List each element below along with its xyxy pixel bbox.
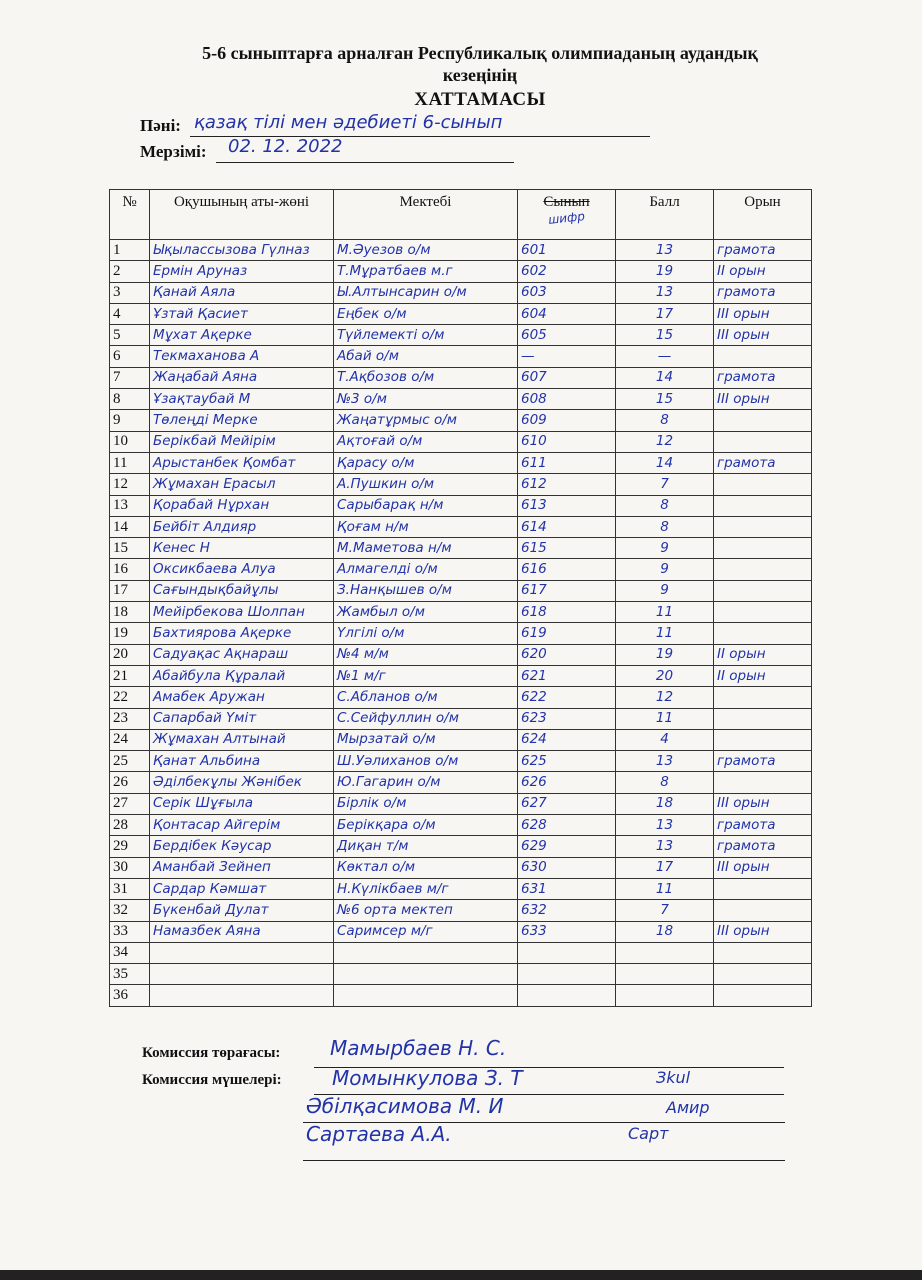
cell-school xyxy=(334,964,518,985)
cell-school: Н.Күлікбаев м/г xyxy=(334,878,518,899)
cell-score: — xyxy=(616,346,714,367)
table-row xyxy=(110,644,812,665)
document-title-line1: 5-6 сыныптарға арналған Республикалық олимпиаданың аудандық xyxy=(202,43,758,63)
date-value: 02. 12. 2022 xyxy=(228,136,343,157)
cell-place: III орын xyxy=(714,921,812,942)
table-row xyxy=(110,942,812,963)
table-row xyxy=(110,708,812,729)
cell-school: №6 орта мектеп xyxy=(334,900,518,921)
cell-student-name: Мұхат Ақерке xyxy=(150,325,334,346)
header-place: Орын xyxy=(714,190,812,240)
cell-place: II орын xyxy=(714,261,812,282)
member-signature-3: Сарт xyxy=(628,1124,669,1143)
cell-score xyxy=(616,964,714,985)
cell-score: 7 xyxy=(616,900,714,921)
cell-num: 14 xyxy=(110,516,150,537)
date-underline xyxy=(216,162,514,163)
table-row xyxy=(110,367,812,388)
table-row xyxy=(110,751,812,772)
cell-place xyxy=(714,623,812,644)
cell-student-name: Қанай Аяла xyxy=(150,282,334,303)
cell-num: 17 xyxy=(110,580,150,601)
cell-score: 8 xyxy=(616,495,714,516)
cell-score: 9 xyxy=(616,559,714,580)
cell-school: №3 о/м xyxy=(334,389,518,410)
cell-student-name: Аманбай Зейнеп xyxy=(150,857,334,878)
cell-student-name: Бүкенбай Дулат xyxy=(150,900,334,921)
results-table xyxy=(109,189,812,1007)
cell-school xyxy=(334,985,518,1006)
cell-student-name: Ұзтай Қасиет xyxy=(150,303,334,324)
cell-place xyxy=(714,878,812,899)
cell-place: II орын xyxy=(714,644,812,665)
cell-code: 610 xyxy=(518,431,616,452)
cell-place: III орын xyxy=(714,793,812,814)
cell-student-name: Берікбай Мейірім xyxy=(150,431,334,452)
cell-school: Т.Ақбозов о/м xyxy=(334,367,518,388)
cell-student-name: Садуақас Ақнараш xyxy=(150,644,334,665)
cell-num: 22 xyxy=(110,687,150,708)
cell-code: 615 xyxy=(518,538,616,559)
cell-place xyxy=(714,729,812,750)
cell-code: 619 xyxy=(518,623,616,644)
cell-school: Диқан т/м xyxy=(334,836,518,857)
cell-code xyxy=(518,942,616,963)
cell-student-name xyxy=(150,964,334,985)
cell-student-name: Мейірбекова Шолпан xyxy=(150,602,334,623)
cell-num: 21 xyxy=(110,665,150,686)
cell-student-name: Қонтасар Айгерім xyxy=(150,815,334,836)
table-row xyxy=(110,964,812,985)
cell-code: 630 xyxy=(518,857,616,878)
table-row xyxy=(110,474,812,495)
cell-student-name: Текмаханова А xyxy=(150,346,334,367)
cell-num: 36 xyxy=(110,985,150,1006)
cell-student-name: Әділбекұлы Жәнібек xyxy=(150,772,334,793)
cell-place: II орын xyxy=(714,665,812,686)
cell-score xyxy=(616,942,714,963)
cell-code: 611 xyxy=(518,452,616,473)
cell-num: 4 xyxy=(110,303,150,324)
cell-student-name: Жұмахан Алтынай xyxy=(150,729,334,750)
member-underline-3 xyxy=(303,1160,785,1161)
member-name-3: Сартаева А.А. xyxy=(306,1122,452,1146)
cell-place: III орын xyxy=(714,389,812,410)
cell-student-name: Арыстанбек Қомбат xyxy=(150,452,334,473)
cell-student-name: Ықылассызова Гүлназ xyxy=(150,240,334,261)
cell-school: З.Нанқышев о/м xyxy=(334,580,518,601)
header-class-label: Сынып xyxy=(543,194,590,210)
cell-num: 35 xyxy=(110,964,150,985)
cell-score: 15 xyxy=(616,389,714,410)
table-row xyxy=(110,665,812,686)
table-row xyxy=(110,325,812,346)
table-row xyxy=(110,452,812,473)
cell-school: Бірлік о/м xyxy=(334,793,518,814)
cell-num: 1 xyxy=(110,240,150,261)
subject-value: қазақ тілі мен әдебиеті 6-сынып xyxy=(194,112,503,133)
cell-school: Еңбек о/м xyxy=(334,303,518,324)
cell-place xyxy=(714,772,812,793)
chair-name: Мамырбаев Н. С. xyxy=(330,1036,507,1060)
cell-code: 605 xyxy=(518,325,616,346)
cell-num: 26 xyxy=(110,772,150,793)
cell-score: 19 xyxy=(616,261,714,282)
cell-place xyxy=(714,964,812,985)
cell-school: Саримсер м/г xyxy=(334,921,518,942)
table-row xyxy=(110,431,812,452)
cell-num: 5 xyxy=(110,325,150,346)
header-class xyxy=(518,190,616,240)
cell-code: 617 xyxy=(518,580,616,601)
cell-num: 29 xyxy=(110,836,150,857)
cell-code xyxy=(518,985,616,1006)
cell-school: №1 м/г xyxy=(334,665,518,686)
cell-code: 626 xyxy=(518,772,616,793)
cell-num: 18 xyxy=(110,602,150,623)
table-row xyxy=(110,985,812,1006)
cell-school: Қоғам н/м xyxy=(334,516,518,537)
cell-place: грамота xyxy=(714,240,812,261)
cell-code: 622 xyxy=(518,687,616,708)
cell-score: 15 xyxy=(616,325,714,346)
cell-num: 32 xyxy=(110,900,150,921)
cell-school: Көктал о/м xyxy=(334,857,518,878)
cell-score: 11 xyxy=(616,708,714,729)
cell-num: 13 xyxy=(110,495,150,516)
cell-score: 12 xyxy=(616,687,714,708)
table-row xyxy=(110,729,812,750)
cell-place: III орын xyxy=(714,857,812,878)
cell-school: Жамбыл о/м xyxy=(334,602,518,623)
cell-code: 628 xyxy=(518,815,616,836)
cell-school: Ш.Уәлиханов о/м xyxy=(334,751,518,772)
cell-code: 601 xyxy=(518,240,616,261)
cell-num: 25 xyxy=(110,751,150,772)
member-signature-2: Амир xyxy=(666,1098,710,1117)
cell-score: 8 xyxy=(616,772,714,793)
table-row xyxy=(110,836,812,857)
cell-score: 14 xyxy=(616,367,714,388)
header-score: Балл xyxy=(616,190,714,240)
table-row xyxy=(110,303,812,324)
cell-num: 9 xyxy=(110,410,150,431)
cell-score: 13 xyxy=(616,751,714,772)
cell-place xyxy=(714,495,812,516)
table-row xyxy=(110,516,812,537)
cell-student-name: Амабек Аружан xyxy=(150,687,334,708)
header-name: Оқушының аты-жөні xyxy=(150,190,334,240)
cell-score: 13 xyxy=(616,240,714,261)
cell-student-name: Бахтиярова Ақерке xyxy=(150,623,334,644)
subject-field xyxy=(140,112,503,136)
cell-score: 11 xyxy=(616,602,714,623)
cell-code: 621 xyxy=(518,665,616,686)
cell-student-name: Бейбіт Алдияр xyxy=(150,516,334,537)
cell-code: 603 xyxy=(518,282,616,303)
subject-label: Пәні: xyxy=(140,116,181,135)
cell-code: 625 xyxy=(518,751,616,772)
cell-school: Алмагелді о/м xyxy=(334,559,518,580)
cell-place: грамота xyxy=(714,815,812,836)
table-row xyxy=(110,495,812,516)
cell-score: 14 xyxy=(616,452,714,473)
cell-code: 604 xyxy=(518,303,616,324)
cell-student-name xyxy=(150,985,334,1006)
table-row xyxy=(110,346,812,367)
cell-num: 34 xyxy=(110,942,150,963)
cell-num: 30 xyxy=(110,857,150,878)
cell-num: 24 xyxy=(110,729,150,750)
cell-num: 11 xyxy=(110,452,150,473)
cell-num: 3 xyxy=(110,282,150,303)
cell-num: 31 xyxy=(110,878,150,899)
table-row xyxy=(110,878,812,899)
cell-school: Ақтоғай о/м xyxy=(334,431,518,452)
cell-num: 12 xyxy=(110,474,150,495)
cell-code: 632 xyxy=(518,900,616,921)
cell-student-name: Қанат Альбина xyxy=(150,751,334,772)
cell-place xyxy=(714,516,812,537)
cell-student-name: Жұмахан Ерасыл xyxy=(150,474,334,495)
cell-code: 613 xyxy=(518,495,616,516)
cell-school: Үлгілі о/м xyxy=(334,623,518,644)
cell-num: 23 xyxy=(110,708,150,729)
cell-score: 20 xyxy=(616,665,714,686)
cell-place: грамота xyxy=(714,367,812,388)
member-name-2: Әбілқасимова М. И xyxy=(306,1094,504,1118)
cell-school: Ы.Алтынсарин о/м xyxy=(334,282,518,303)
cell-student-name: Ұзақтаубай М xyxy=(150,389,334,410)
table-row xyxy=(110,921,812,942)
cell-student-name: Жаңабай Аяна xyxy=(150,367,334,388)
cell-school: Сарыбарақ н/м xyxy=(334,495,518,516)
header-num: № xyxy=(110,190,150,240)
table-row xyxy=(110,580,812,601)
cell-student-name: Қорабай Нұрхан xyxy=(150,495,334,516)
cell-score: 13 xyxy=(616,836,714,857)
cell-score: 17 xyxy=(616,303,714,324)
cell-code: 607 xyxy=(518,367,616,388)
cell-score: 18 xyxy=(616,921,714,942)
table-row xyxy=(110,623,812,644)
cell-place xyxy=(714,900,812,921)
cell-school: С.Сейфуллин о/м xyxy=(334,708,518,729)
cell-student-name: Оксикбаева Алуа xyxy=(150,559,334,580)
cell-school: Т.Мұратбаев м.г xyxy=(334,261,518,282)
cell-place xyxy=(714,346,812,367)
cell-score xyxy=(616,985,714,1006)
table-row xyxy=(110,538,812,559)
cell-code: 618 xyxy=(518,602,616,623)
cell-score: 19 xyxy=(616,644,714,665)
cell-score: 9 xyxy=(616,580,714,601)
cell-num: 20 xyxy=(110,644,150,665)
cell-num: 6 xyxy=(110,346,150,367)
cell-student-name: Сардар Кәмшат xyxy=(150,878,334,899)
cell-school: М.Маметова н/м xyxy=(334,538,518,559)
cell-code: 620 xyxy=(518,644,616,665)
cell-place: грамота xyxy=(714,751,812,772)
cell-student-name: Ермін Аруназ xyxy=(150,261,334,282)
cell-place xyxy=(714,559,812,580)
cell-code: 627 xyxy=(518,793,616,814)
cell-student-name: Кенес Н xyxy=(150,538,334,559)
cell-score: 9 xyxy=(616,538,714,559)
cell-num: 28 xyxy=(110,815,150,836)
cell-place xyxy=(714,410,812,431)
date-label: Мерзімі: xyxy=(140,142,207,161)
cell-num: 33 xyxy=(110,921,150,942)
cell-num: 7 xyxy=(110,367,150,388)
cell-score: 11 xyxy=(616,878,714,899)
table-row xyxy=(110,772,812,793)
cell-code: 633 xyxy=(518,921,616,942)
table-row xyxy=(110,602,812,623)
cell-score: 13 xyxy=(616,282,714,303)
cell-place xyxy=(714,942,812,963)
header-class-note: шифр xyxy=(547,209,586,227)
cell-score: 18 xyxy=(616,793,714,814)
cell-score: 17 xyxy=(616,857,714,878)
cell-place xyxy=(714,538,812,559)
member-signature-1: Зkul xyxy=(656,1068,691,1087)
cell-code: 631 xyxy=(518,878,616,899)
document-title: ХАТТАМАСЫ xyxy=(414,89,546,110)
cell-place: III орын xyxy=(714,325,812,346)
cell-school: №4 м/м xyxy=(334,644,518,665)
cell-place xyxy=(714,431,812,452)
cell-school: Абай о/м xyxy=(334,346,518,367)
cell-school: Қарасу о/м xyxy=(334,452,518,473)
member-name-1: Момынкулова З. Т xyxy=(332,1066,523,1090)
cell-place: грамота xyxy=(714,282,812,303)
table-row xyxy=(110,793,812,814)
cell-code: 616 xyxy=(518,559,616,580)
cell-place: грамота xyxy=(714,836,812,857)
cell-num: 2 xyxy=(110,261,150,282)
cell-num: 19 xyxy=(110,623,150,644)
cell-school: Түйлемекті о/м xyxy=(334,325,518,346)
cell-score: 8 xyxy=(616,410,714,431)
cell-place xyxy=(714,985,812,1006)
cell-school: М.Әуезов о/м xyxy=(334,240,518,261)
cell-num: 16 xyxy=(110,559,150,580)
cell-code: 624 xyxy=(518,729,616,750)
cell-place xyxy=(714,687,812,708)
table-row xyxy=(110,900,812,921)
cell-student-name xyxy=(150,942,334,963)
header-school: Мектебі xyxy=(334,190,518,240)
cell-student-name: Серік Шұғыла xyxy=(150,793,334,814)
table-row xyxy=(110,815,812,836)
table-row xyxy=(110,687,812,708)
cell-score: 7 xyxy=(616,474,714,495)
cell-student-name: Абайбула Құралай xyxy=(150,665,334,686)
table-row xyxy=(110,559,812,580)
cell-place xyxy=(714,708,812,729)
cell-place: III орын xyxy=(714,303,812,324)
cell-score: 8 xyxy=(616,516,714,537)
table-row xyxy=(110,261,812,282)
table-row xyxy=(110,410,812,431)
table-row xyxy=(110,282,812,303)
document-title-line2: кезеңінің xyxy=(442,65,518,85)
cell-code: 609 xyxy=(518,410,616,431)
members-label: Комиссия мүшелері: xyxy=(142,1072,282,1088)
cell-code: — xyxy=(518,346,616,367)
cell-code: 612 xyxy=(518,474,616,495)
cell-num: 27 xyxy=(110,793,150,814)
cell-score: 11 xyxy=(616,623,714,644)
cell-school: Жаңатұрмыс о/м xyxy=(334,410,518,431)
cell-place: грамота xyxy=(714,452,812,473)
cell-school: А.Пушкин о/м xyxy=(334,474,518,495)
cell-place xyxy=(714,474,812,495)
table-row xyxy=(110,389,812,410)
cell-code xyxy=(518,964,616,985)
cell-student-name: Сапарбай Үміт xyxy=(150,708,334,729)
table-row xyxy=(110,240,812,261)
cell-score: 13 xyxy=(616,815,714,836)
cell-school: С.Абланов о/м xyxy=(334,687,518,708)
cell-place xyxy=(714,580,812,601)
cell-student-name: Намазбек Аяна xyxy=(150,921,334,942)
scan-edge xyxy=(0,1270,922,1280)
cell-num: 15 xyxy=(110,538,150,559)
chair-label: Комиссия төрағасы: xyxy=(142,1045,281,1061)
cell-place xyxy=(714,602,812,623)
cell-code: 614 xyxy=(518,516,616,537)
cell-num: 10 xyxy=(110,431,150,452)
cell-code: 602 xyxy=(518,261,616,282)
cell-code: 623 xyxy=(518,708,616,729)
cell-school: Мырзатай о/м xyxy=(334,729,518,750)
cell-student-name: Бердібек Кәусар xyxy=(150,836,334,857)
cell-student-name: Сағындықбайұлы xyxy=(150,580,334,601)
table-header-row xyxy=(110,190,812,240)
cell-school xyxy=(334,942,518,963)
cell-school: Ю.Гагарин о/м xyxy=(334,772,518,793)
table-row xyxy=(110,857,812,878)
cell-num: 8 xyxy=(110,389,150,410)
cell-school: Берікқара о/м xyxy=(334,815,518,836)
cell-code: 629 xyxy=(518,836,616,857)
cell-score: 4 xyxy=(616,729,714,750)
cell-score: 12 xyxy=(616,431,714,452)
cell-student-name: Төлеңді Мерке xyxy=(150,410,334,431)
date-field xyxy=(140,136,343,162)
cell-code: 608 xyxy=(518,389,616,410)
